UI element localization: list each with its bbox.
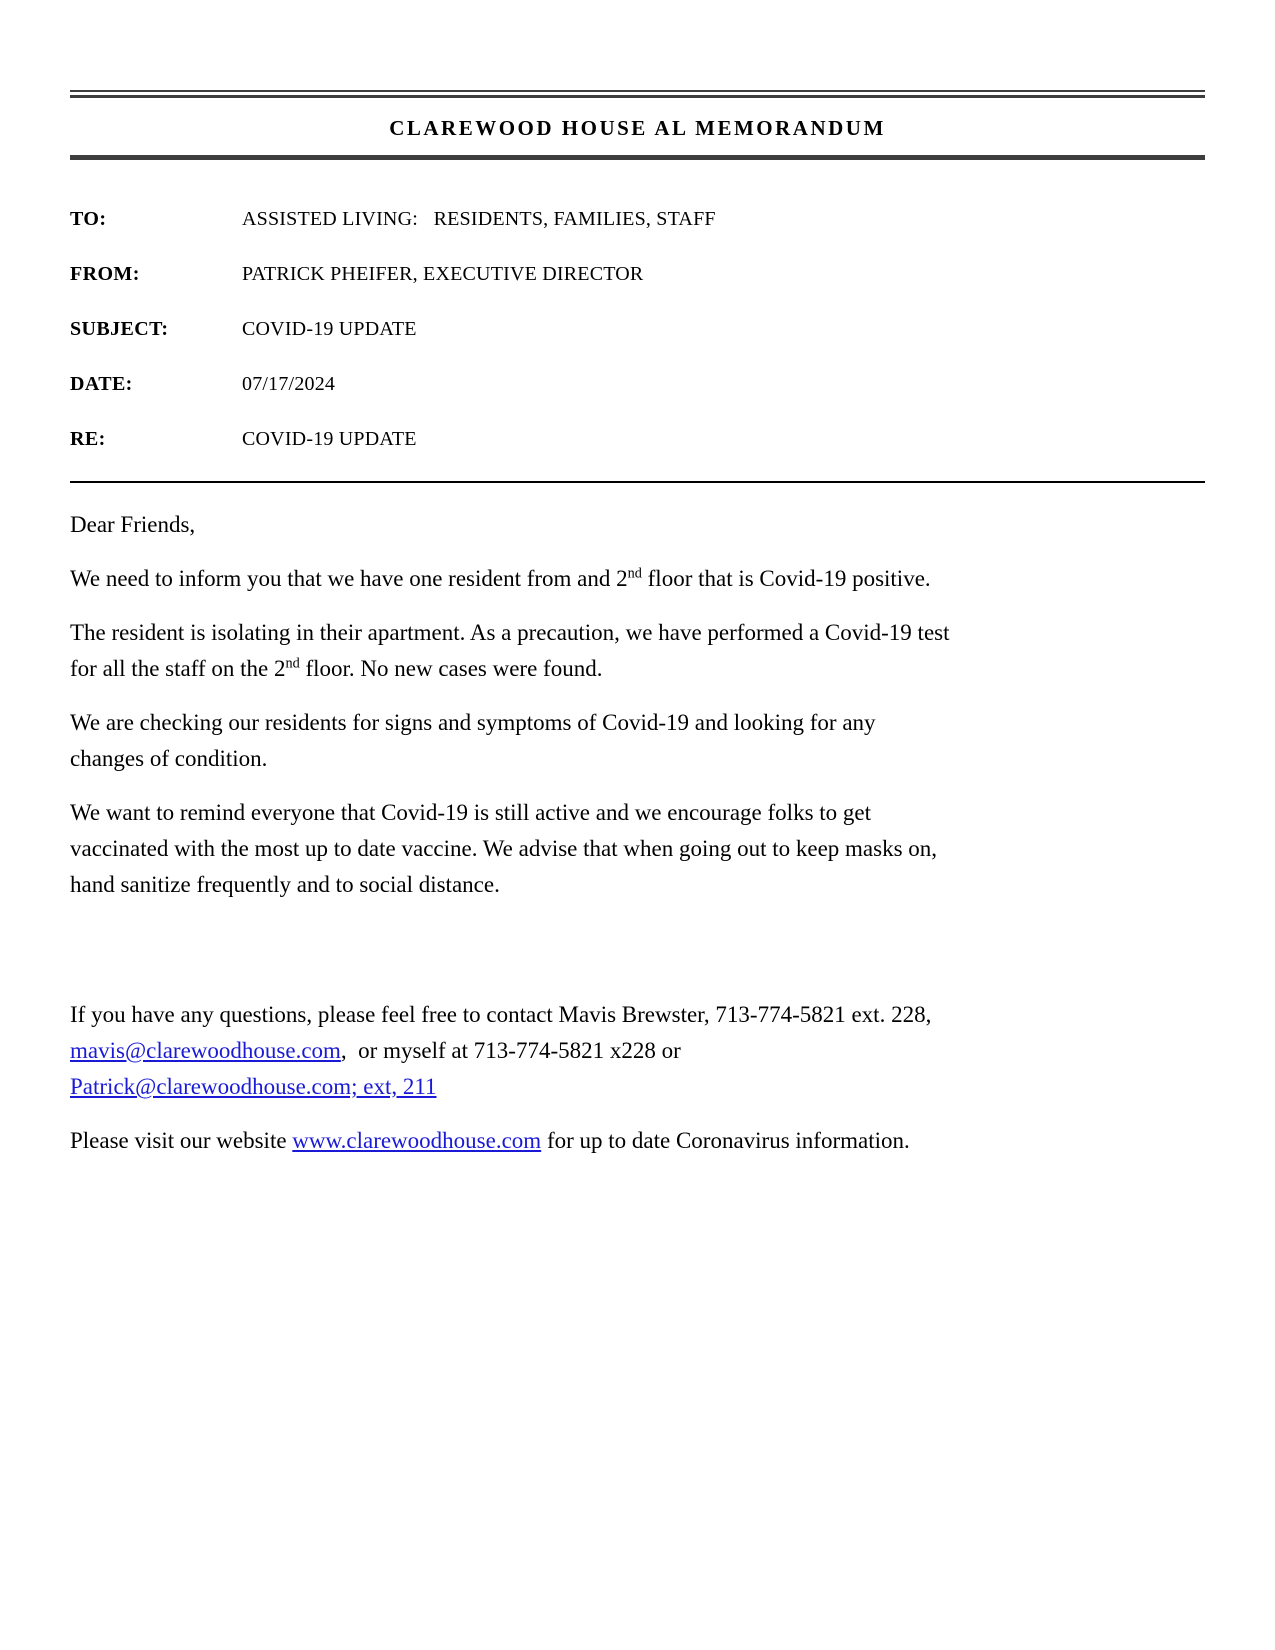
- paragraph-monitoring: [70, 705, 1205, 777]
- paragraph-2-superscript: nd: [285, 655, 300, 672]
- paragraph-1-text-a: We need to inform you that we have one resident from and 2: [70, 566, 628, 591]
- memo-meta-fields: [70, 160, 1205, 452]
- memo-header: [70, 90, 1205, 160]
- meta-row-re: [70, 426, 1205, 452]
- paragraph-contact: [70, 997, 1205, 1105]
- meta-label-subject: SUBJECT:: [70, 318, 169, 340]
- paragraph-4-line-2: vaccinated with the most up to date vaccine. We advise that when going out to keep masks on,: [70, 836, 938, 861]
- salutation: [70, 507, 1205, 543]
- meta-value-date: 07/17/2024: [242, 373, 336, 395]
- paragraph-2-line-2b: floor. No new cases were found.: [299, 656, 603, 681]
- memo-title: CLAREWOOD HOUSE AL MEMORANDUM: [389, 116, 886, 140]
- meta-row-from: [70, 261, 1205, 287]
- patrick-email-link[interactable]: Patrick@clarewoodhouse.com; ext, 211: [70, 1074, 437, 1099]
- meta-label-to: TO:: [70, 208, 107, 230]
- meta-label-from: FROM:: [70, 263, 140, 285]
- website-text-b: for up to date Coronavirus information.: [541, 1128, 910, 1153]
- paragraph-website: [70, 1123, 1205, 1159]
- meta-value-re: COVID-19 UPDATE: [242, 428, 417, 450]
- mavis-email-link[interactable]: mavis@clarewoodhouse.com: [70, 1038, 341, 1063]
- paragraph-reminder: [70, 795, 1205, 903]
- paragraph-4-line-1: We want to remind everyone that Covid-19 is still active and we encourage folks to get: [70, 800, 872, 825]
- contact-text-b: , or myself at 713-774-5821 x228 or: [340, 1038, 681, 1063]
- meta-row-date: [70, 371, 1205, 397]
- meta-row-to: [70, 206, 1205, 232]
- meta-row-subject: [70, 316, 1205, 342]
- website-text-a: Please visit our website: [70, 1128, 293, 1153]
- paragraph-3-line-2: changes of condition.: [70, 746, 268, 771]
- meta-value-to: ASSISTED LIVING: RESIDENTS, FAMILIES, STAFF: [242, 208, 716, 230]
- meta-label-date: DATE:: [70, 373, 133, 395]
- meta-label-re: RE:: [70, 428, 106, 450]
- paragraph-2-line-1: The resident is isolating in their apartment. As a precaution, we have performed a Covid-19 test: [70, 620, 950, 645]
- paragraph-1-superscript: nd: [627, 565, 642, 582]
- paragraph-4-line-3: hand sanitize frequently and to social distance.: [70, 872, 500, 897]
- website-link[interactable]: www.clarewoodhouse.com: [292, 1128, 542, 1153]
- paragraph-isolation: [70, 615, 1205, 687]
- meta-value-subject: COVID-19 UPDATE: [242, 318, 417, 340]
- paragraph-positive-case: [70, 561, 1205, 597]
- paragraph-3-line-1: We are checking our residents for signs and symptoms of Covid-19 and looking for any: [70, 710, 876, 735]
- paragraph-2-line-2a: for all the staff on the 2: [70, 656, 286, 681]
- meta-value-from: PATRICK PHEIFER, EXECUTIVE DIRECTOR: [242, 263, 644, 285]
- contact-text-a: If you have any questions, please feel free to contact Mavis Brewster, 713-774-5821 ext. 228,: [70, 1002, 932, 1027]
- memo-body: [70, 483, 1205, 1159]
- memo-content: [70, 90, 1205, 1159]
- salutation-text: Dear Friends,: [70, 512, 196, 537]
- paragraph-1-text-b: floor that is Covid-19 positive.: [641, 566, 931, 591]
